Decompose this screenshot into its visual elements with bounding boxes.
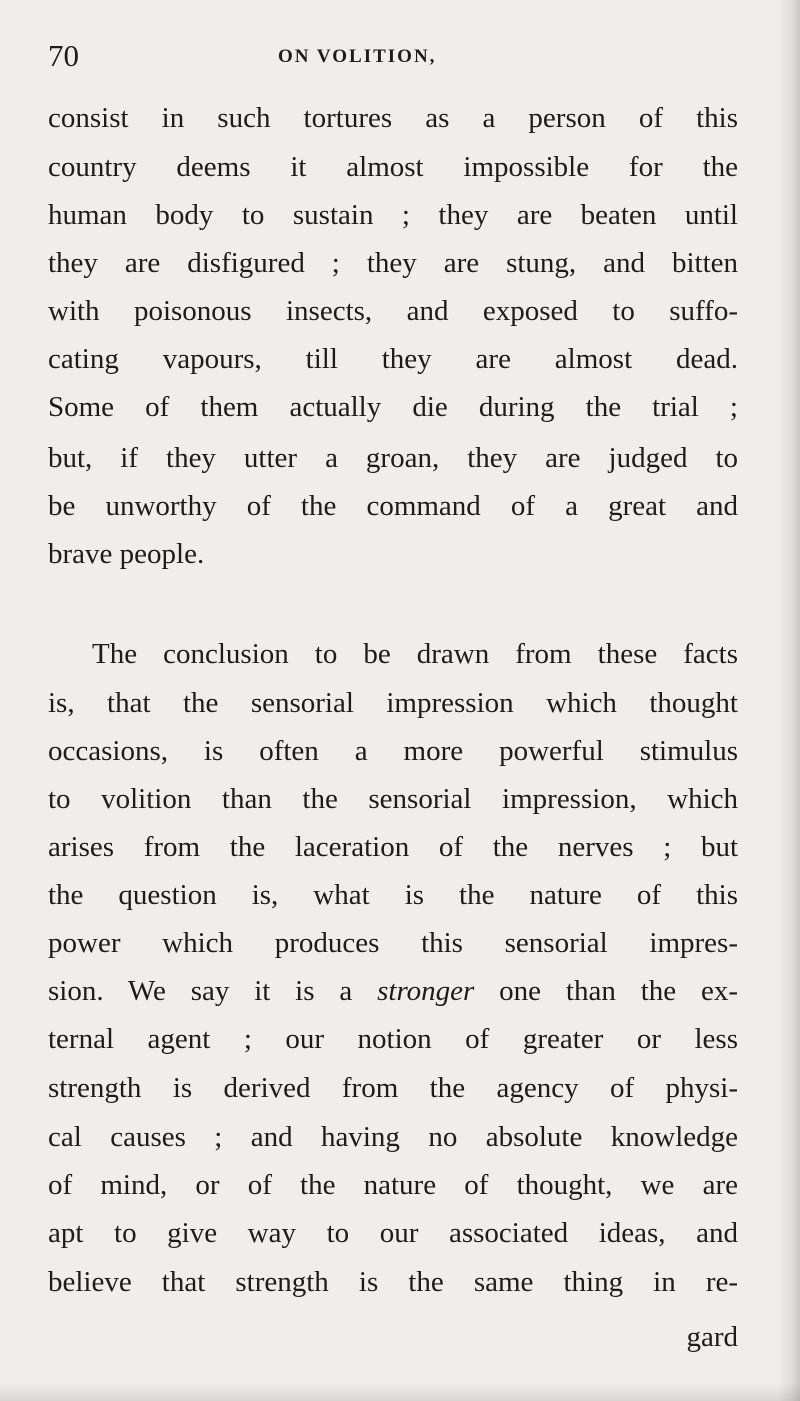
text-line: occasions, is often a more powerful stimulus — [48, 735, 738, 767]
text-line: of mind, or of the nature of thought, we are — [48, 1169, 738, 1201]
text-run: sion. We say it is a — [48, 975, 378, 1007]
text-line: cating vapours, till they are almost dead. — [48, 343, 738, 375]
text-line: power which produces this sensorial impres- — [48, 927, 738, 959]
emphasis-text: stronger — [377, 975, 475, 1007]
text-line: to volition than the sensorial impression, which — [48, 783, 738, 815]
running-head: ON VOLITION, — [278, 46, 437, 67]
text-line-with-emphasis — [48, 971, 738, 1011]
page-bottom-shadow — [0, 1383, 800, 1401]
text-line: with poisonous insects, and exposed to suffo- — [48, 295, 738, 327]
text-line: the question is, what is the nature of this — [48, 879, 738, 911]
catchword: gard — [686, 1321, 738, 1353]
text-line: but, if they utter a groan, they are judged to — [48, 442, 738, 474]
text-line: brave people. — [48, 538, 205, 570]
page-number: 70 — [48, 38, 79, 73]
text-line: be unworthy of the command of a great and — [48, 490, 738, 522]
text-line: Some of them actually die during the trial ; — [48, 391, 738, 423]
text-line: human body to sustain ; they are beaten until — [48, 199, 738, 231]
text-line: is, that the sensorial impression which thought — [48, 687, 738, 719]
text-line: apt to give way to our associated ideas, and — [48, 1217, 738, 1249]
page-edge-shadow — [778, 0, 800, 1401]
text-line: they are disfigured ; they are stung, and bitten — [48, 247, 738, 279]
text-line: strength is derived from the agency of physi- — [48, 1072, 738, 1104]
text-line: consist in such tortures as a person of this — [48, 102, 738, 134]
text-line: ternal agent ; our notion of greater or less — [48, 1023, 738, 1055]
text-line: country deems it almost impossible for the — [48, 151, 738, 183]
text-line: arises from the laceration of the nerves ; but — [48, 831, 738, 863]
text-line: believe that strength is the same thing in re- — [48, 1266, 738, 1298]
text-line: cal causes ; and having no absolute knowledge — [48, 1121, 738, 1153]
text-line: The conclusion to be drawn from these facts — [92, 638, 738, 670]
text-run: one than the ex- — [474, 975, 738, 1007]
page-header — [48, 38, 740, 82]
